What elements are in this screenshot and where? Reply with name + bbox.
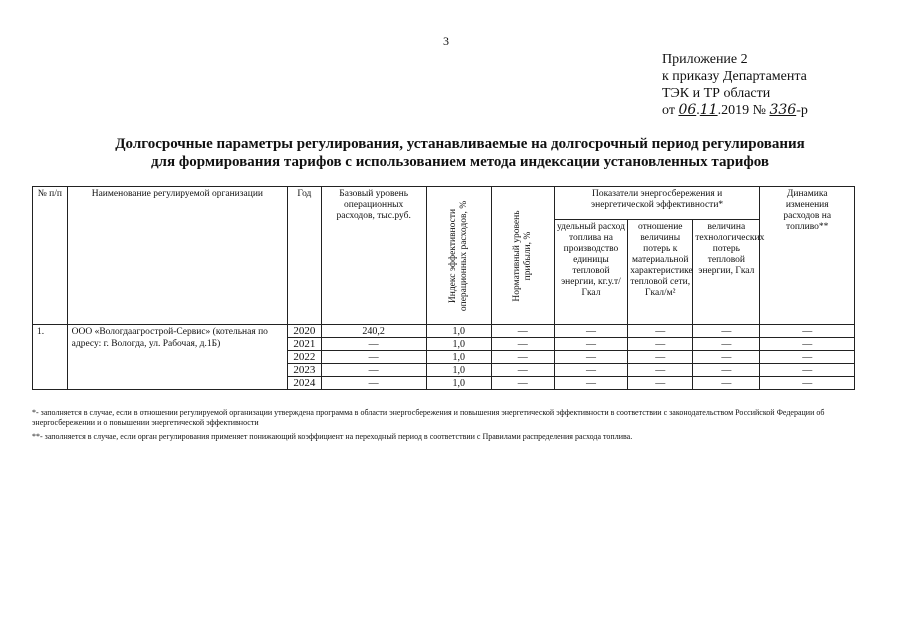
cell-year: 2021	[288, 338, 322, 351]
cell-losses-ratio: —	[628, 338, 693, 351]
cell-index: 1,0	[426, 338, 491, 351]
table-row	[33, 325, 855, 338]
cell-dynamics: —	[760, 338, 855, 351]
cell-dynamics: —	[760, 351, 855, 364]
footnotes	[32, 408, 870, 446]
header-year: Год	[288, 187, 322, 325]
org-name: ООО «Вологдаагрострой-Сервис» (котельная по адресу: г. Вологда, ул. Рабочая, д.1Б)	[67, 325, 287, 390]
cell-year: 2023	[288, 364, 322, 377]
header-base-level: Базовый уровень операционных расходов, тыс.руб.	[321, 187, 426, 325]
cell-profit: —	[491, 377, 554, 390]
cell-profit: —	[491, 364, 554, 377]
cell-base: —	[321, 377, 426, 390]
document-title	[60, 135, 860, 171]
cell-year: 2020	[288, 325, 322, 338]
cell-profit: —	[491, 325, 554, 338]
title-line-2: для формирования тарифов с использованием метода индексации установленных тарифов	[150, 154, 770, 170]
annex-day: 06	[678, 102, 697, 118]
cell-losses-value: —	[693, 325, 760, 338]
page-number: 3	[443, 34, 449, 48]
cell-losses-ratio: —	[628, 325, 693, 338]
header-energy-indicators: Показатели энергосбережения и энергетической эффективности*	[554, 187, 760, 220]
cell-losses-ratio: —	[628, 351, 693, 364]
cell-losses-value: —	[693, 377, 760, 390]
header-losses-ratio: отношение величины потерь к материальной характеристике тепловой сети, Гкал/м²	[628, 220, 693, 325]
header-profit-level	[491, 187, 554, 325]
annex-order-number: 336	[769, 102, 797, 118]
header-losses-value: величина технологических потерь тепловой энергии, Гкал	[693, 220, 760, 325]
cell-year: 2022	[288, 351, 322, 364]
footnote-energy-program: *- заполняется в случае, если в отношении регулируемой организации утверждена программа в области энергосбережения и повышения энергетической эффективности в соответствии с законодательством Российской Федерации об энергосбережении и о повышении энергетической эффективности	[32, 408, 825, 427]
annex-month: 11	[699, 102, 718, 118]
cell-base: —	[321, 364, 426, 377]
cell-fuel: —	[554, 338, 627, 351]
cell-losses-ratio: —	[628, 377, 693, 390]
cell-losses-value: —	[693, 364, 760, 377]
annex-line-1: Приложение 2	[662, 52, 748, 67]
parameters-table	[32, 186, 855, 390]
org-number: 1.	[33, 325, 68, 390]
cell-losses-value: —	[693, 351, 760, 364]
cell-profit: —	[491, 351, 554, 364]
annex-date-prefix: от	[662, 103, 675, 118]
cell-dynamics: —	[760, 325, 855, 338]
title-line-1: Долгосрочные параметры регулирования, устанавливаемые на долгосрочный период регулирования	[115, 136, 805, 152]
header-fuel-consumption: удельный расход топлива на производство единицы тепловой энергии, кг.у.т/Гкал	[554, 220, 627, 325]
cell-losses-ratio: —	[628, 364, 693, 377]
cell-year: 2024	[288, 377, 322, 390]
cell-index: 1,0	[426, 351, 491, 364]
cell-losses-value: —	[693, 338, 760, 351]
cell-dynamics: —	[760, 377, 855, 390]
cell-index: 1,0	[426, 364, 491, 377]
footnote-fuel-coefficient: **- заполняется в случае, если орган регулирования применяет понижающий коэффициент на переходный период в соответствии с Правилами распределения расхода топлива.	[32, 432, 633, 441]
cell-base: —	[321, 338, 426, 351]
annex-year: .2019 №	[717, 103, 766, 118]
cell-base: 240,2	[321, 325, 426, 338]
annex-header	[662, 51, 808, 119]
cell-fuel: —	[554, 377, 627, 390]
header-efficiency-index	[426, 187, 491, 325]
header-fuel-dynamics: Динамика изменения расходов на топливо**	[760, 187, 855, 325]
cell-profit: —	[491, 338, 554, 351]
cell-fuel: —	[554, 364, 627, 377]
annex-line-3: ТЭК и ТР области	[662, 86, 771, 101]
cell-index: 1,0	[426, 325, 491, 338]
header-number: № п/п	[33, 187, 68, 325]
cell-fuel: —	[554, 325, 627, 338]
annex-date-line: от 06.11.2019 № 336-р	[662, 102, 808, 118]
cell-index: 1,0	[426, 377, 491, 390]
header-efficiency-index-text: Индекс эффективности операционных расходов, %	[447, 200, 469, 311]
cell-base: —	[321, 351, 426, 364]
annex-suffix: -р	[796, 103, 808, 118]
header-profit-level-text: Нормативный уровень прибыли, %	[511, 209, 533, 302]
cell-fuel: —	[554, 351, 627, 364]
header-organization: Наименование регулируемой организации	[67, 187, 287, 325]
table-header-row	[33, 187, 855, 220]
cell-dynamics: —	[760, 364, 855, 377]
annex-line-2: к приказу Департамента	[662, 69, 807, 84]
